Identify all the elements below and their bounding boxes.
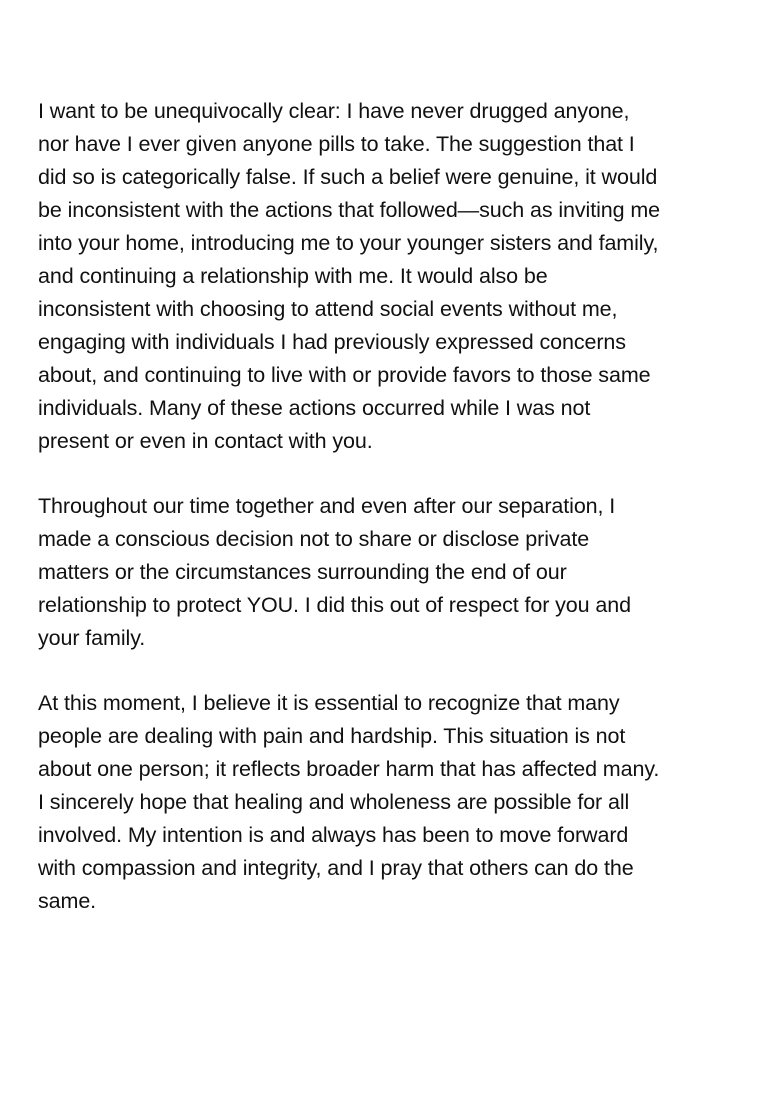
statement-document: [38, 95, 760, 950]
paragraph-denial: I want to be unequivocally clear: I have never drugged anyone, nor have I ever given anyone pills to take. The suggestion that I did so is categorically false. If such a belief were genuine, it would be inconsistent with the actions that followed—such as inviting me into your home, introducing me to your younger sisters and family, and continuing a relationship with me. It would also be inconsistent with choosing to attend social events without me, engaging with individuals I had previously expressed concerns about, and continuing to live with or provide favors to those same individuals. Many of these actions occurred while I was not present or even in contact with you.: [38, 99, 661, 453]
paragraph-privacy: Throughout our time together and even after our separation, I made a conscious decision not to share or disclose private matters or the circumstances surrounding the end of our relationship to protect YOU. I did this out of respect for you and your family.: [38, 494, 631, 650]
paragraph-healing: At this moment, I believe it is essential to recognize that many people are dealing with pain and hardship. This situation is not about one person; it reflects broader harm that has affected many. I sincerely hope that healing and wholeness are possible for all involved. My intention is and always has been to move forward with compassion and integrity, and I pray that others can do the same.: [38, 691, 660, 913]
